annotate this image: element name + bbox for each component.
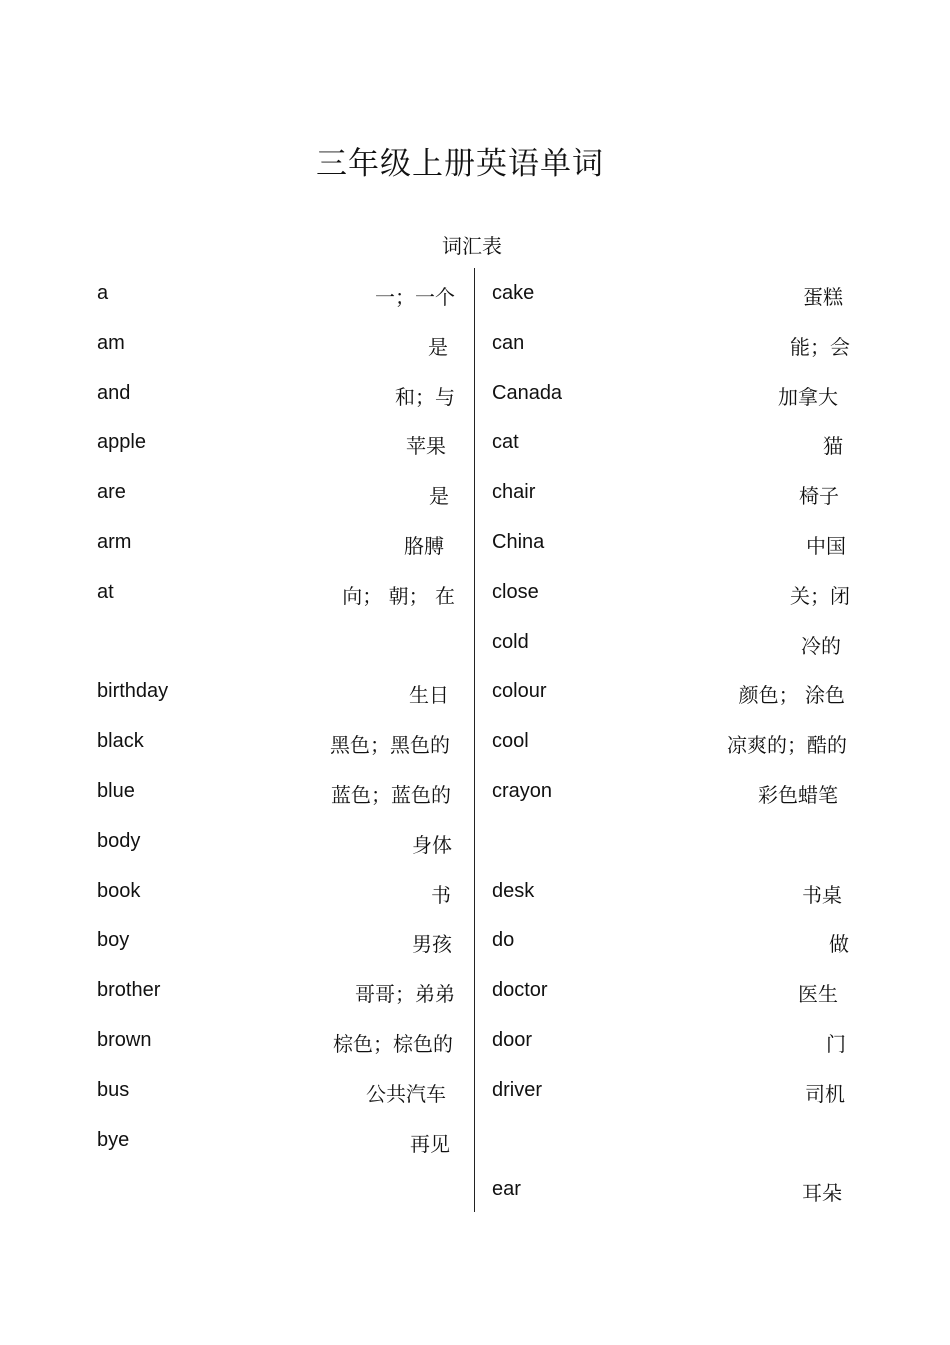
- vocab-row: [97, 917, 455, 967]
- vocab-row: [492, 370, 850, 420]
- vocab-row: [97, 1067, 455, 1117]
- english-word: cake: [492, 282, 535, 304]
- vocab-row: [97, 619, 455, 669]
- english-word: arm: [97, 530, 132, 553]
- vocab-row: [97, 1017, 455, 1067]
- chinese-meaning: 猫: [823, 434, 843, 459]
- english-word: at: [97, 580, 114, 603]
- vocab-row: [97, 419, 455, 469]
- english-word: and: [97, 381, 131, 404]
- vocab-row: [97, 818, 455, 868]
- chinese-meaning: 苹果: [406, 434, 446, 459]
- chinese-meaning: 关；闭: [790, 583, 850, 608]
- document-title: 三年级上册英语单词: [316, 146, 604, 182]
- chinese-meaning: 医生: [798, 982, 838, 1007]
- english-word: brother: [97, 979, 161, 1002]
- chinese-meaning: 书桌: [802, 882, 842, 907]
- english-word: cat: [492, 431, 519, 454]
- vocab-row: [492, 967, 850, 1017]
- chinese-meaning: 是: [429, 484, 449, 509]
- english-word: crayon: [492, 779, 553, 802]
- english-word: door: [492, 1028, 533, 1051]
- chinese-meaning: 能；会: [790, 334, 850, 359]
- english-word: colour: [492, 680, 547, 703]
- vocab-row: [97, 370, 455, 420]
- english-word: ear: [492, 1178, 521, 1201]
- vocab-row: [492, 768, 850, 818]
- vocab-row: [492, 1117, 850, 1167]
- chinese-meaning: 一；一个: [375, 285, 455, 309]
- column-divider: [474, 268, 475, 1212]
- english-word: close: [492, 580, 539, 603]
- chinese-meaning: 耳朵: [802, 1181, 842, 1206]
- english-word: desk: [492, 879, 535, 902]
- english-word: boy: [97, 929, 130, 952]
- vocab-row: [492, 917, 850, 967]
- english-word: birthday: [97, 680, 169, 703]
- vocab-row: [492, 619, 850, 669]
- vocab-row: [97, 718, 455, 768]
- chinese-meaning: 彩色蜡笔: [758, 782, 838, 807]
- vocab-row: [97, 320, 455, 370]
- english-word: a: [97, 282, 109, 304]
- english-word: cool: [492, 730, 529, 753]
- chinese-meaning: 胳膊: [404, 533, 444, 558]
- chinese-meaning: 黑色；黑色的: [330, 733, 450, 758]
- chinese-meaning: 司机: [805, 1081, 845, 1106]
- vocabulary-subtitle: 词汇表: [442, 234, 502, 258]
- chinese-meaning: 颜色； 涂色: [738, 683, 845, 708]
- english-word: doctor: [492, 979, 548, 1002]
- chinese-meaning: 生日: [409, 683, 449, 708]
- english-word: can: [492, 331, 525, 354]
- chinese-meaning: 蓝色；蓝色的: [331, 782, 451, 807]
- english-word: bus: [97, 1078, 130, 1101]
- right-vocabulary-column: [492, 270, 850, 1216]
- vocab-row: [492, 270, 850, 320]
- english-word: driver: [492, 1078, 543, 1101]
- chinese-meaning: 冷的: [801, 633, 841, 658]
- english-word: do: [492, 929, 515, 952]
- vocab-row: [97, 668, 455, 718]
- left-vocabulary-column: [97, 270, 455, 1166]
- vocab-row: [97, 270, 455, 320]
- chinese-meaning: 中国: [806, 533, 846, 558]
- chinese-meaning: 男孩: [412, 932, 452, 957]
- chinese-meaning: 书: [431, 882, 451, 907]
- english-word: body: [97, 829, 141, 852]
- chinese-meaning: 公共汽车: [366, 1081, 446, 1106]
- chinese-meaning: 蛋糕: [803, 285, 843, 309]
- english-word: apple: [97, 431, 146, 454]
- chinese-meaning: 门: [826, 1031, 846, 1056]
- english-word: black: [97, 730, 144, 753]
- english-word: China: [492, 530, 545, 553]
- english-word: bye: [97, 1128, 130, 1151]
- chinese-meaning: 凉爽的；酷的: [727, 733, 847, 758]
- chinese-meaning: 再见: [410, 1131, 450, 1156]
- english-word: book: [97, 879, 141, 902]
- chinese-meaning: 向； 朝； 在: [342, 583, 455, 608]
- vocab-row: [97, 519, 455, 569]
- english-word: cold: [492, 630, 529, 653]
- english-word: are: [97, 481, 126, 504]
- vocab-row: [492, 469, 850, 519]
- vocab-row: [97, 868, 455, 918]
- english-word: blue: [97, 779, 135, 802]
- vocab-row: [492, 569, 850, 619]
- chinese-meaning: 椅子: [799, 484, 839, 509]
- vocab-row: [492, 320, 850, 370]
- vocab-row: [492, 1166, 850, 1216]
- vocab-row: [492, 419, 850, 469]
- vocab-row: [492, 718, 850, 768]
- english-word: am: [97, 331, 125, 354]
- vocab-row: [97, 768, 455, 818]
- chinese-meaning: 身体: [412, 832, 452, 857]
- chinese-meaning: 加拿大: [778, 384, 838, 409]
- chinese-meaning: 棕色；棕色的: [333, 1031, 453, 1056]
- chinese-meaning: 哥哥；弟弟: [355, 982, 455, 1007]
- vocab-row: [97, 967, 455, 1017]
- vocab-row: [492, 1017, 850, 1067]
- english-word: Canada: [492, 381, 563, 404]
- vocab-row: [492, 519, 850, 569]
- vocab-row: [492, 818, 850, 868]
- chinese-meaning: 和；与: [395, 384, 455, 409]
- vocab-row: [97, 569, 455, 619]
- chinese-meaning: 是: [428, 334, 448, 359]
- vocab-row: [97, 1117, 455, 1167]
- english-word: chair: [492, 481, 536, 504]
- vocab-row: [492, 668, 850, 718]
- vocab-row: [492, 868, 850, 918]
- vocab-row: [97, 469, 455, 519]
- chinese-meaning: 做: [829, 932, 849, 957]
- english-word: brown: [97, 1028, 152, 1051]
- vocab-row: [492, 1067, 850, 1117]
